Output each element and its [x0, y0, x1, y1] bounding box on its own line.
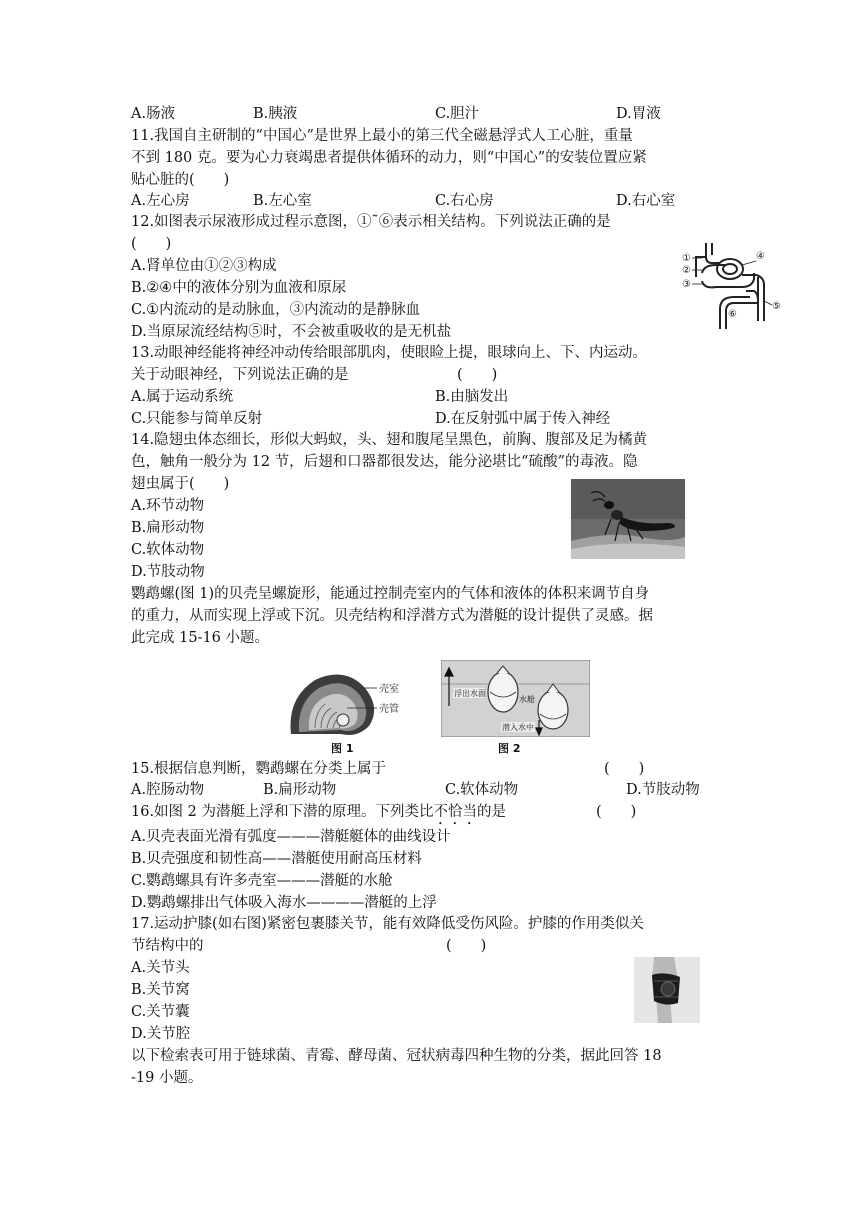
- q13-option-a: A.属于运动系统: [131, 389, 234, 405]
- q13-option-b: B.由脑发出: [435, 389, 509, 405]
- closing-line-2: -19 小题。: [131, 1070, 203, 1086]
- q17-option-c: C.关节囊: [131, 1004, 190, 1020]
- label-6: ⑥: [728, 309, 737, 320]
- q14-option-d: D.节肢动物: [131, 564, 205, 580]
- q12-option-d: D.当原尿流经结构⑤时，不会被重吸收的是无机盐: [131, 324, 452, 340]
- q10-option-b: B.胰液: [253, 106, 298, 122]
- q13-option-d: D.在反射弧中属于传入神经: [435, 411, 611, 427]
- q10-option-c: C.胆汁: [435, 106, 480, 122]
- fig1-label-chamber: 壳室: [379, 684, 399, 695]
- knee-brace-photo: [634, 957, 700, 1023]
- q15-option-d: D.节肢动物: [626, 782, 700, 798]
- label-5: ⑤: [772, 301, 781, 312]
- q13-stem-line-1: 13.动眼神经能将神经冲动传给眼部肌肉，使眼睑上提，眼球向上、下、内运动。: [131, 345, 648, 361]
- q16-option-b: B.贝壳强度和韧性高——潜艇使用耐高压材料: [131, 851, 422, 867]
- fig2-label-diving: 潜入水中: [502, 723, 534, 732]
- q11-option-a: A.左心房: [131, 193, 190, 209]
- q10-option-a: A.肠液: [131, 106, 176, 122]
- q11-stem-line-2: 不到 180 克。要为心力衰竭患者提供体循环的动力，则“中国心”的安装位置应紧: [131, 150, 647, 166]
- q16-stem-emphasis: 不恰当: [433, 804, 478, 820]
- q10-option-d: D.胃液: [616, 106, 661, 122]
- q16-stem: [131, 801, 506, 828]
- q12-option-b: B.②④中的液体分别为血液和原尿: [131, 280, 347, 296]
- q11-stem-line-3: 贴心脏的( ): [131, 172, 230, 188]
- fig1-label-siphuncle: 壳管: [379, 704, 399, 715]
- label-1: ①: [682, 253, 691, 264]
- q15-answer-bracket: ( ): [604, 761, 645, 777]
- q14-stem-line-1: 14.隐翅虫体态细长，形似大蚂蚁，头、翅和腹尾呈黑色，前胸、腹部及足为橘黄: [131, 432, 648, 448]
- q16-option-a: A.贝壳表面光滑有弧度———潜艇艇体的曲线设计: [131, 829, 451, 845]
- q13-stem-line-2: 关于动眼神经，下列说法正确的是: [131, 367, 349, 383]
- q11-stem-line-1: 11.我国自主研制的“中国心”是世界上最小的第三代全磁悬浮式人工心脏，重量: [131, 128, 633, 144]
- q17-option-a: A.关节头: [131, 960, 190, 976]
- q14-stem-line-2: 色，触角一般分为 12 节，后翅和口器都很发达，能分泌堪比“硫酸”的毒液。隐: [131, 454, 638, 470]
- q12-option-a: A.肾单位由①②③构成: [131, 258, 277, 274]
- q11-option-c: C.右心房: [435, 193, 494, 209]
- passage-line-1: 鹦鹉螺(图 1)的贝壳呈螺旋形，能通过控制壳室内的气体和液体的体积来调节自身: [131, 586, 650, 602]
- q13-option-c: C.只能参与简单反射: [131, 411, 263, 427]
- fig2-label-ballast-tank: 水舱: [519, 695, 535, 704]
- q13-answer-bracket: ( ): [457, 367, 498, 383]
- q15-option-b: B.扁形动物: [263, 782, 337, 798]
- nephron-diagram: [676, 237, 788, 337]
- q16-stem-after: 的是: [477, 804, 507, 820]
- q17-stem-line-1: 17.运动护膝(如右图)紧密包裹膝关节，能有效降低受伤风险。护膝的作用类似关: [131, 916, 644, 932]
- label-4: ④: [756, 251, 765, 262]
- nautilus-shell-figure: [285, 668, 415, 740]
- q14-stem-line-3: 翅虫属于( ): [131, 476, 230, 492]
- fig1-caption: 图 1: [331, 742, 354, 755]
- q17-stem-line-2: 节结构中的: [131, 938, 204, 954]
- fig2-caption: 图 2: [498, 742, 521, 755]
- q11-option-d: D.右心室: [616, 193, 676, 209]
- passage-line-3: 此完成 15-16 小题。: [131, 630, 270, 646]
- q14-option-c: C.软体动物: [131, 542, 205, 558]
- q15-option-c: C.软体动物: [445, 782, 519, 798]
- q15-option-a: A.腔肠动物: [131, 782, 205, 798]
- q11-option-b: B.左心室: [253, 193, 312, 209]
- closing-line-1: 以下检索表可用于链球菌、青霉、酵母菌、冠状病毒四种生物的分类，据此回答 18: [131, 1048, 662, 1064]
- q17-answer-bracket: ( ): [446, 938, 487, 954]
- q14-option-a: A.环节动物: [131, 498, 205, 514]
- q12-stem-line-1: 12.如图表示尿液形成过程示意图，①˜⑥表示相关结构。下列说法正确的是: [131, 214, 611, 230]
- q17-option-d: D.关节腔: [131, 1026, 191, 1042]
- q17-option-b: B.关节窝: [131, 982, 190, 998]
- q12-stem-line-2: ( ): [131, 236, 172, 252]
- q16-stem-before: 16.如图 2 为潜艇上浮和下潜的原理。下列类比: [131, 804, 434, 820]
- submarine-principle-figure: [441, 660, 590, 737]
- fig2-label-surfacing: 浮出水面: [454, 689, 486, 698]
- q12-option-c: C.①内流动的是动脉血，③内流动的是静脉血: [131, 302, 421, 318]
- q14-option-b: B.扁形动物: [131, 520, 205, 536]
- label-3: ③: [682, 279, 691, 290]
- passage-line-2: 的重力，从而实现上浮或下沉。贝壳结构和浮潜方式为潜艇的设计提供了灵感。据: [131, 608, 653, 624]
- label-2: ②: [682, 265, 691, 276]
- q16-option-c: C.鹦鹉螺具有许多壳室———潜艇的水舱: [131, 873, 393, 889]
- q16-option-d: D.鹦鹉螺排出气体吸入海水————潜艇的上浮: [131, 895, 437, 911]
- q16-answer-bracket: ( ): [596, 804, 637, 820]
- q15-stem: 15.根据信息判断，鹦鹉螺在分类上属于: [131, 761, 387, 777]
- rove-beetle-photo: [571, 479, 685, 559]
